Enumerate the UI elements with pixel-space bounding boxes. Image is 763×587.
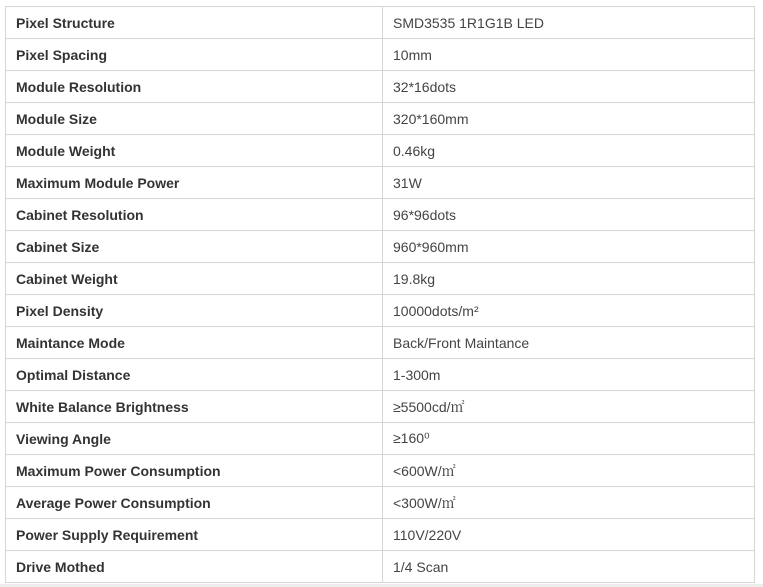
table-row bbox=[6, 231, 755, 263]
spec-table bbox=[5, 6, 755, 583]
spec-label: Pixel Spacing bbox=[6, 39, 383, 71]
table-row bbox=[6, 103, 755, 135]
spec-value: 32*16dots bbox=[383, 71, 755, 103]
spec-label: Power Supply Requirement bbox=[6, 519, 383, 551]
spec-value: SMD3535 1R1G1B LED bbox=[383, 7, 755, 39]
spec-label: Cabinet Weight bbox=[6, 263, 383, 295]
spec-value: 10mm bbox=[383, 39, 755, 71]
table-row bbox=[6, 295, 755, 327]
spec-value: 1-300m bbox=[383, 359, 755, 391]
spec-label: Cabinet Size bbox=[6, 231, 383, 263]
spec-value: 19.8kg bbox=[383, 263, 755, 295]
spec-value: 1/4 Scan bbox=[383, 551, 755, 583]
spec-value: 110V/220V bbox=[383, 519, 755, 551]
spec-value: 960*960mm bbox=[383, 231, 755, 263]
spec-value: ≥160⁰ bbox=[383, 423, 755, 455]
spec-label: Maximum Power Consumption bbox=[6, 455, 383, 487]
table-row bbox=[6, 39, 755, 71]
table-row bbox=[6, 455, 755, 487]
spec-label: Viewing Angle bbox=[6, 423, 383, 455]
table-row bbox=[6, 551, 755, 583]
table-row bbox=[6, 71, 755, 103]
table-row bbox=[6, 423, 755, 455]
spec-label: Module Resolution bbox=[6, 71, 383, 103]
spec-value: Back/Front Maintance bbox=[383, 327, 755, 359]
spec-label: Module Weight bbox=[6, 135, 383, 167]
table-row bbox=[6, 359, 755, 391]
spec-label: Pixel Structure bbox=[6, 7, 383, 39]
spec-value: 31W bbox=[383, 167, 755, 199]
spec-label: Cabinet Resolution bbox=[6, 199, 383, 231]
spec-label: Pixel Density bbox=[6, 295, 383, 327]
spec-label: Module Size bbox=[6, 103, 383, 135]
spec-label: Maximum Module Power bbox=[6, 167, 383, 199]
table-row bbox=[6, 7, 755, 39]
spec-value: 10000dots/m² bbox=[383, 295, 755, 327]
spec-label: Maintance Mode bbox=[6, 327, 383, 359]
table-row bbox=[6, 391, 755, 423]
spec-label: Average Power Consumption bbox=[6, 487, 383, 519]
spec-value: ≥5500cd/㎡ bbox=[383, 391, 755, 423]
table-row bbox=[6, 167, 755, 199]
spec-value: <300W/㎡ bbox=[383, 487, 755, 519]
spec-value: 96*96dots bbox=[383, 199, 755, 231]
spec-label: White Balance Brightness bbox=[6, 391, 383, 423]
table-row bbox=[6, 519, 755, 551]
spec-value: 320*160mm bbox=[383, 103, 755, 135]
spec-value: <600W/㎡ bbox=[383, 455, 755, 487]
table-row bbox=[6, 263, 755, 295]
spec-label: Drive Mothed bbox=[6, 551, 383, 583]
spec-value: 0.46kg bbox=[383, 135, 755, 167]
table-row bbox=[6, 487, 755, 519]
table-row bbox=[6, 135, 755, 167]
table-row bbox=[6, 199, 755, 231]
table-row bbox=[6, 327, 755, 359]
spec-label: Optimal Distance bbox=[6, 359, 383, 391]
